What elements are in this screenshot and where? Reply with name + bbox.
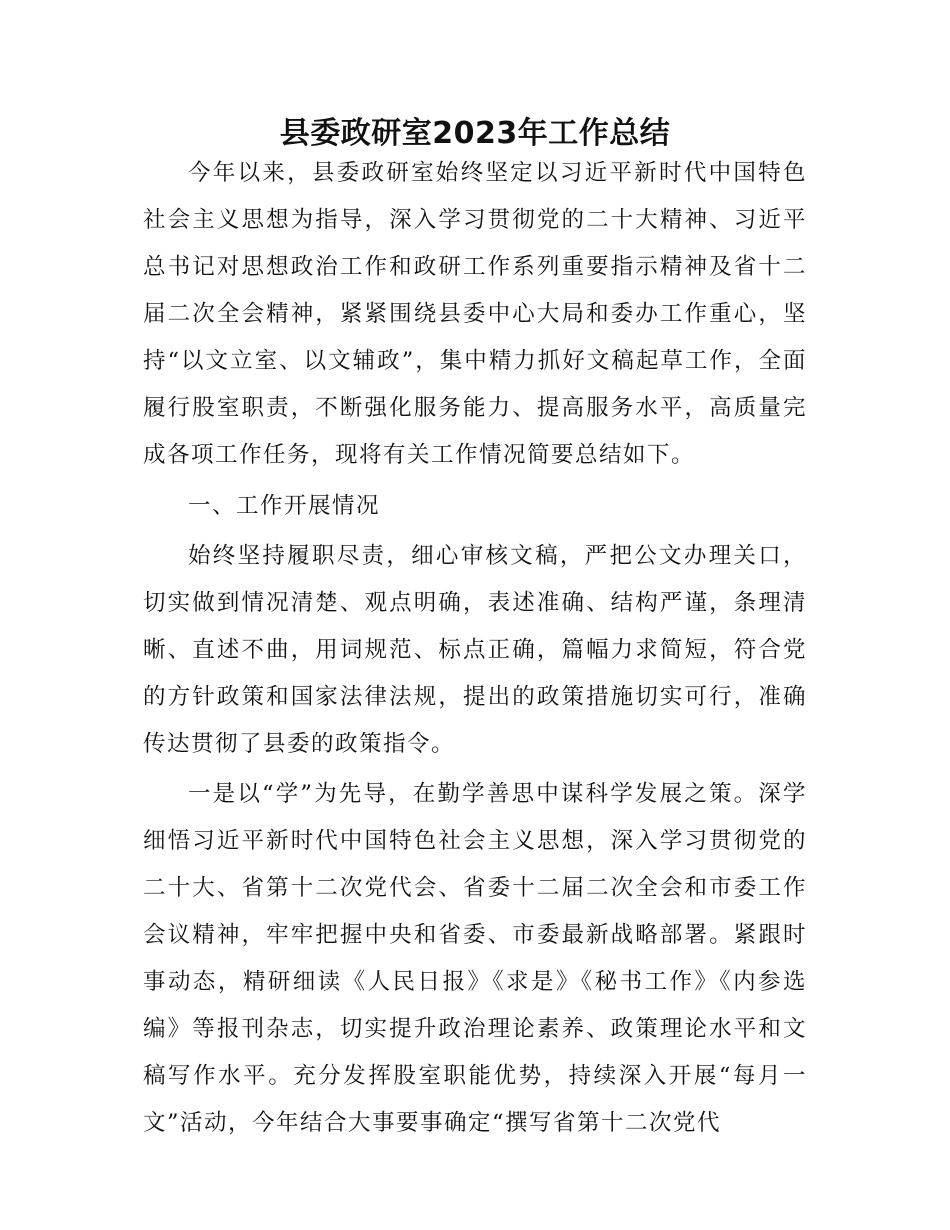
intro-paragraph: 今年以来，县委政研室始终坚定以习近平新时代中国特色社会主义思想为指导，深入学习贯彻党的二十大精神、习近平总书记对思想政治工作和政研工作系列重要指示精神及省十二届二次全会精神，紧紧围绕县委中心大局和委办工作重心，坚持“以文立室、以文辅政”，集中精力抓好文稿起草工作，全面履行股室职责，不断强化服务能力、提高服务水平，高质量完成各项工作任务，现将有关工作情况简要总结如下。 bbox=[143, 160, 807, 468]
section-paragraph: 始终坚持履职尽责，细心审核文稿，严把公文办理关口，切实做到情况清楚、观点明确，表述准确、结构严谨，条理清晰、直述不曲，用词规范、标点正确，篇幅力求简短，符合党的方针政策和国家法律法规，提出的政策措施切实可行，准确传达贯彻了县委的政策指令。 bbox=[143, 543, 807, 757]
point-one-paragraph: 一是以“学”为先导，在勤学善思中谋科学发展之策。深学细悟习近平新时代中国特色社会主义思想，深入学习贯彻党的二十大、省第十二次党代会、省委十二届二次全会和市委工作会议精神，牢牢把握中央和省委、市委最新战略部署。紧跟时事动态，精研细读《人民日报》《求是》《秘书工作》《内参选编》等报刊杂志，切实提升政治理论素养、政策理论水平和文稿写作水平。充分发挥股室职能优势，持续深入开展“每月一文”活动，今年结合大事要事确定“撰写省第十二次党代 bbox=[143, 781, 807, 1136]
document-title: 县委政研室2023年工作总结 bbox=[279, 116, 671, 151]
document-body bbox=[143, 150, 807, 1147]
section-heading: 一、工作开展情况 bbox=[188, 493, 381, 519]
